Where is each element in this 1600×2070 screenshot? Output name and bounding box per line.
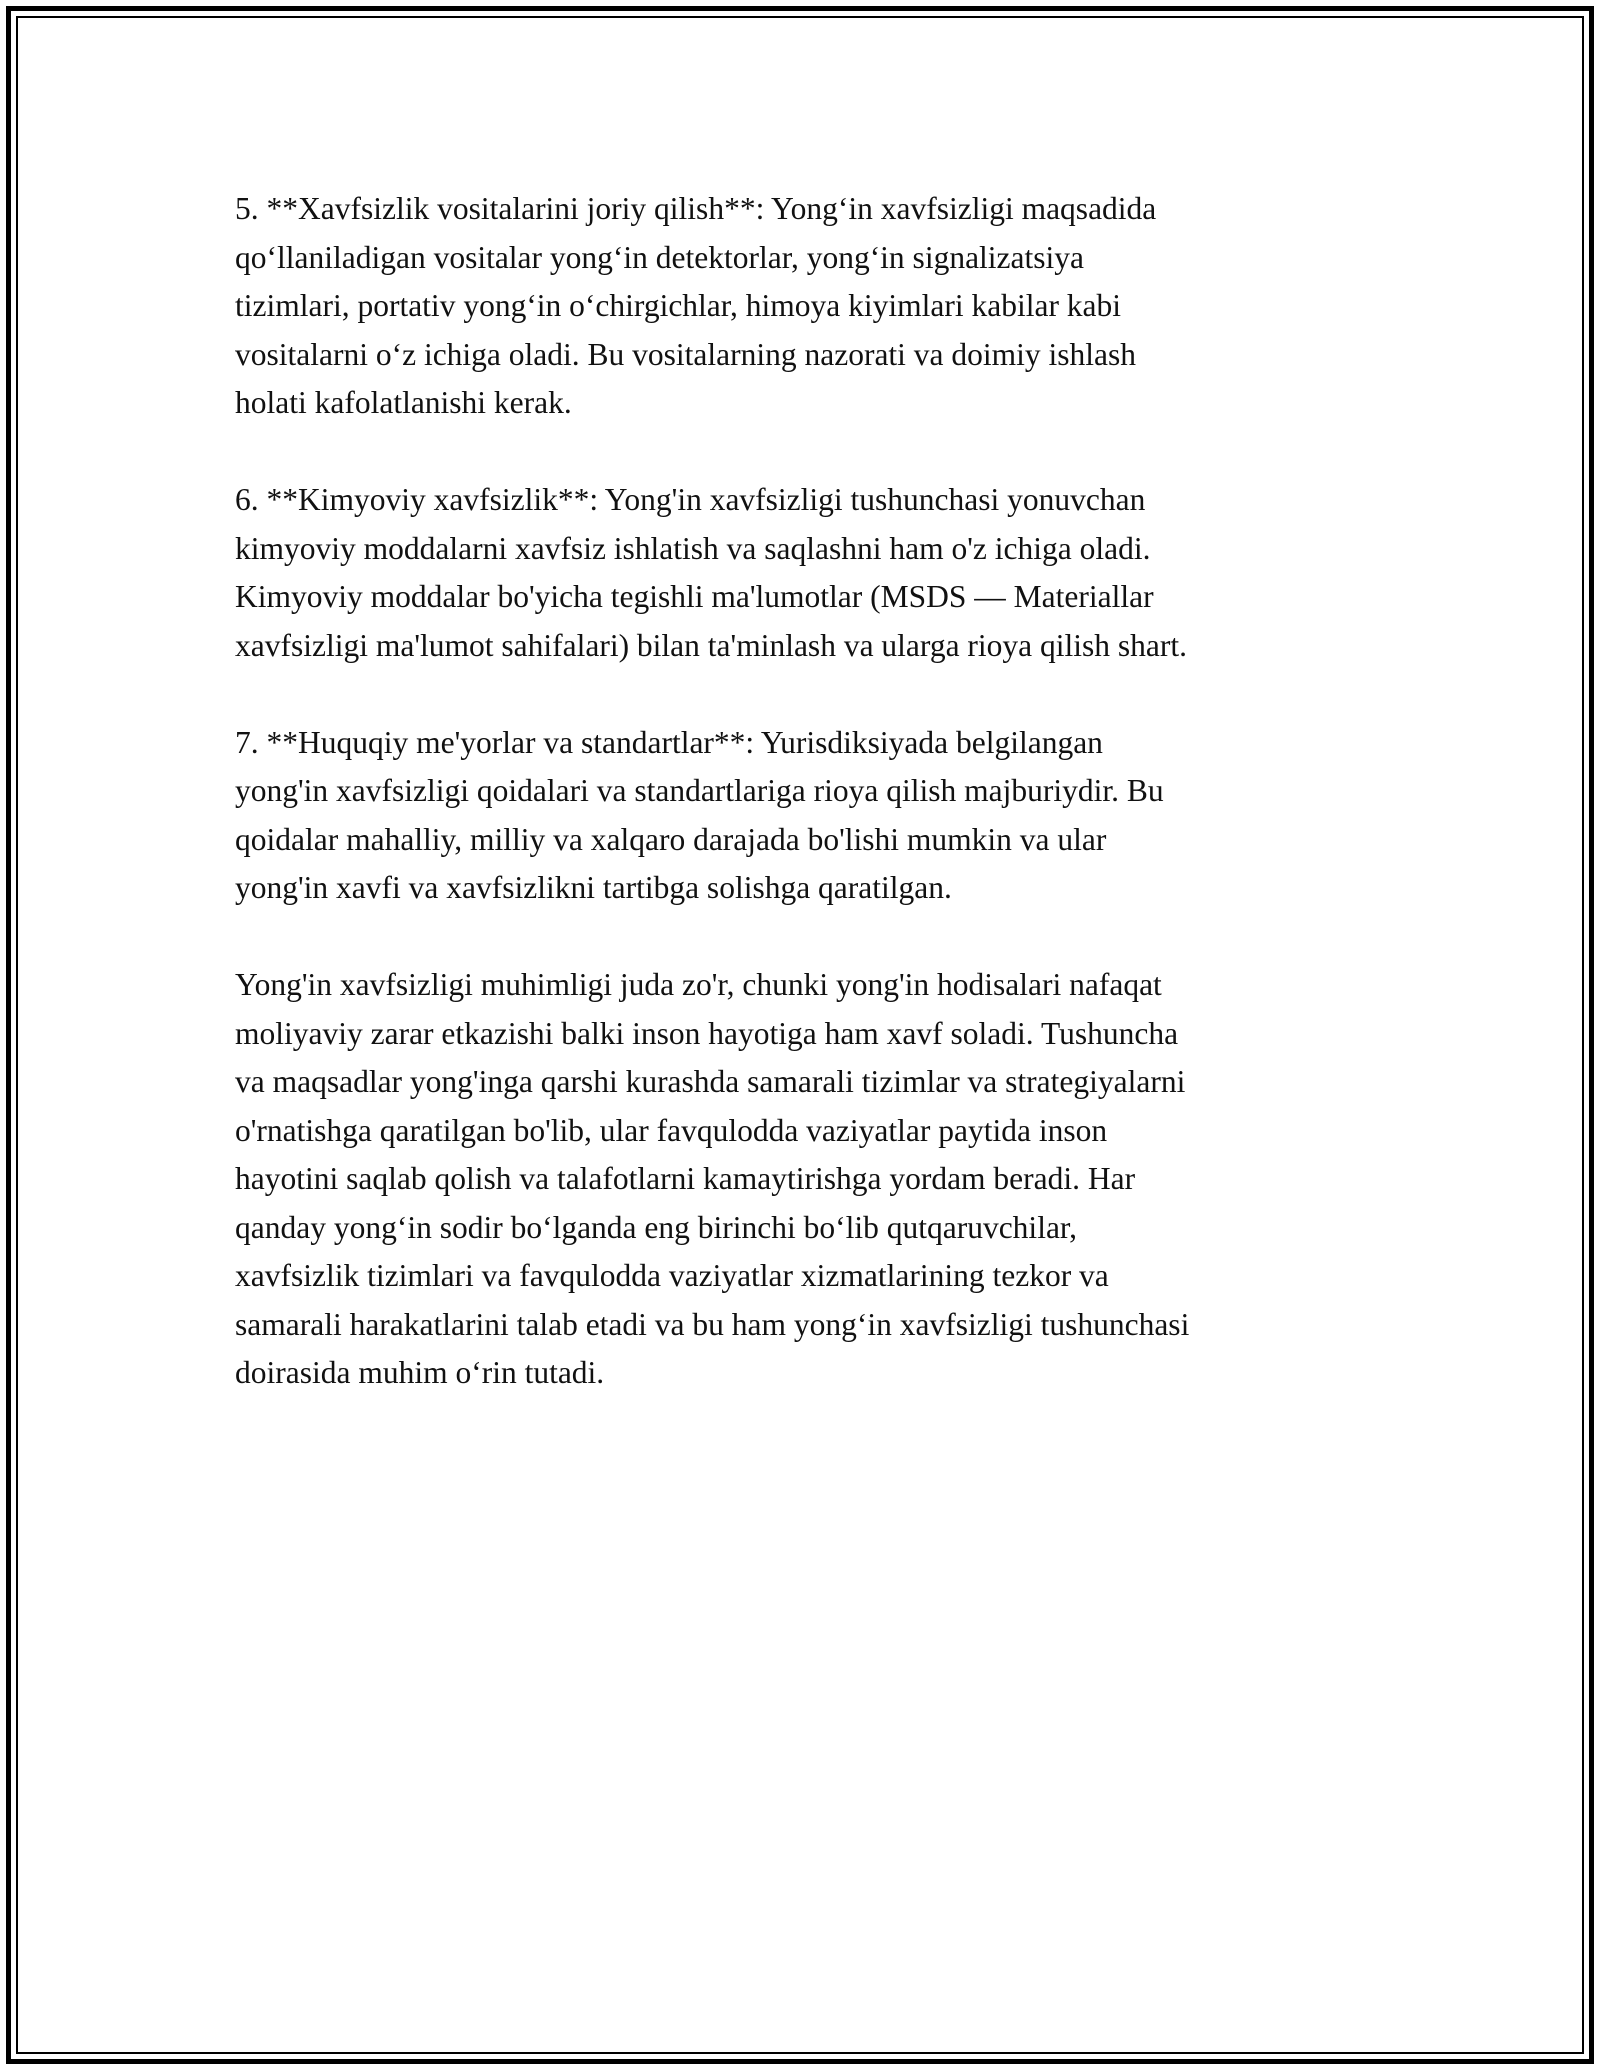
- document-body: [235, 185, 1365, 1446]
- paragraph-security-tools: 5. **Xavfsizlik vositalarini joriy qilish**: Yong‘in xavfsizligi maqsadida qo‘llaniladigan vositalar yong‘in detektorlar, yong‘in signalizatsiya tizimlari, portativ yong‘in o‘chirgichlar, himoya kiyimlari kabilar kabi vositalarni o‘z ichiga oladi. Bu vositalarning nazorati va doimiy ishlash holati kafolatlanishi kerak.: [235, 191, 1157, 420]
- paragraph-conclusion: Yong'in xavfsizligi muhimligi juda zo'r, chunki yong'in hodisalari nafaqat moliyaviy zarar etkazishi balki inson hayotiga ham xavf soladi. Tushuncha va maqsadlar yong'inga qarshi kurashda samarali tizimlar va strategiyalarni o'rnatishga qaratilgan bo'lib, ular favqulodda vaziyatlar paytida inson hayotini saqlab qolish va talafotlarni kamaytirishga yordam beradi. Har qanday yong‘in sodir bo‘lganda eng birinchi bo‘lib qutqaruvchilar, xavfsizlik tizimlari va favqulodda vaziyatlar xizmatlarining tezkor va samarali harakatlarini talab etadi va bu ham yong‘in xavfsizligi tushunchasi doirasida muhim o‘rin tutadi.: [235, 967, 1190, 1390]
- paragraph-chemical-safety: 6. **Kimyoviy xavfsizlik**: Yong'in xavfsizligi tushunchasi yonuvchan kimyoviy moddalarni xavfsiz ishlatish va saqlashni ham o'z ichiga oladi. Kimyoviy moddalar bo'yicha tegishli ma'lumotlar (MSDS — Materiallar xavfsizligi ma'lumot sahifalari) bilan ta'minlash va ularga rioya qilish shart.: [235, 482, 1188, 663]
- paragraph-legal-standards: 7. **Huquqiy me'yorlar va standartlar**: Yurisdiksiyada belgilangan yong'in xavfsizligi qoidalari va standartlariga rioya qilish majburiydir. Bu qoidalar mahalliy, milliy va xalqaro darajada bo'lishi mumkin va ular yong'in xavfi va xavfsizlikni tartibga solishga qaratilgan.: [235, 724, 1164, 905]
